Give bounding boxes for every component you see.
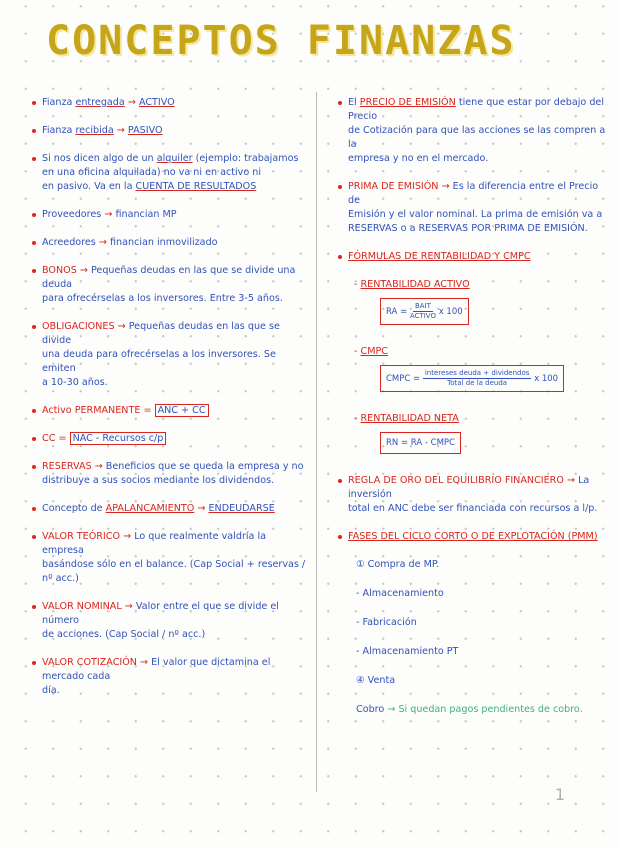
formula-rentabilidad-activo <box>354 278 606 335</box>
formula-label: CMPC <box>360 346 388 357</box>
note-line: de acciones. (Cap Social / nº acc.) <box>42 629 206 640</box>
arrow-icon: → <box>123 531 132 542</box>
boxed-formula: NAC - Recursos c/p <box>70 432 167 445</box>
phase-cobro <box>356 703 606 717</box>
formula-lhs: RA = <box>386 307 408 317</box>
note-text: (ejemplo: trabajamos <box>195 153 299 164</box>
equals-sign: = <box>58 433 67 444</box>
note-alquiler <box>30 152 310 194</box>
numerator: intereses deuda + dividendos <box>424 369 530 377</box>
section-fases <box>336 530 606 544</box>
note-label: VALOR TEÓRICO <box>42 531 121 542</box>
phase-item: - Fabricación <box>356 617 417 628</box>
section-heading: FASES DEL CICLO CORTO O DE EXPLOTACIÓN (PMM) <box>348 531 598 542</box>
formula-rentabilidad-neta <box>354 412 606 464</box>
dash: - <box>354 346 361 357</box>
note-line: a 10-30 años. <box>42 377 108 388</box>
note-fianza-recibida <box>30 124 310 138</box>
note-line: una deuda para ofrecérselas a los inversores. Se emiten <box>42 349 276 374</box>
note-line <box>348 474 606 502</box>
note-cc <box>30 432 310 446</box>
note-text: en pasivo. Va en la <box>42 181 133 192</box>
note-line: distribuye a sus socios mediante los dividendos. <box>42 475 275 486</box>
note-valor-teorico <box>30 530 310 586</box>
note-text: Pequeñas deudas en las que se divide <box>42 321 280 346</box>
arrow-icon: → <box>98 237 107 248</box>
section-heading: FÓRMULAS DE RENTABILIDAD Y CMPC <box>348 251 531 262</box>
note-term: APALANCAMIENTO <box>105 503 195 514</box>
note-valor-cotizacion <box>30 656 310 698</box>
note-label: CC <box>42 433 56 444</box>
note-result: ACTIVO <box>138 97 175 108</box>
note-line: para ofrecérselas a los inversores. Entre 3-5 años. <box>42 293 283 304</box>
note-line <box>348 96 606 124</box>
note-text: Pequeñas deudas en las que se divide una deuda <box>42 265 296 290</box>
note-bonos <box>30 264 310 306</box>
dash: - <box>354 413 361 424</box>
formula-box: RN = RA - CMPC <box>380 432 461 454</box>
note-label: RESERVAS <box>42 461 92 472</box>
note-text: Lo que realmente valdría la empresa <box>42 531 267 556</box>
phase-label: Cobro <box>356 704 385 715</box>
fraction <box>410 302 436 321</box>
note-precio-emision <box>336 96 606 166</box>
note-prima-emision <box>336 180 606 236</box>
phase-note: Si quedan pagos pendientes de cobro. <box>398 704 583 715</box>
note-line: basándose sólo en el balance. (Cap Social + reservas / nº acc.) <box>42 559 306 584</box>
note-label: Concepto de <box>42 503 103 514</box>
note-label: VALOR NOMINAL <box>42 601 122 612</box>
note-fianza-entregada <box>30 96 310 110</box>
dash: - <box>354 279 361 290</box>
formula-tail: x 100 <box>438 307 463 317</box>
note-text: financian MP <box>115 209 177 220</box>
note-reservas <box>30 460 310 488</box>
note-label: El <box>348 97 357 108</box>
note-line <box>42 152 310 166</box>
note-text: Es la diferencia entre el Precio de <box>348 181 599 206</box>
note-line <box>348 180 606 208</box>
formula-label: RENTABILIDAD ACTIVO <box>360 279 470 290</box>
right-column <box>336 96 606 732</box>
note-label: BONOS <box>42 265 77 276</box>
note-label: Fianza <box>42 97 73 108</box>
note-label: Proveedores <box>42 209 102 220</box>
section-formulas <box>336 250 606 264</box>
column-divider <box>316 92 317 792</box>
note-text: Beneficios que se queda la empresa y no <box>105 461 304 472</box>
denominator: ACTIVO <box>409 312 436 320</box>
formula-label: RENTABILIDAD NETA <box>360 413 459 424</box>
formula-box <box>380 365 564 392</box>
phase-item: - Almacenamiento PT <box>356 646 459 657</box>
denominator: Total de la deuda <box>447 379 508 387</box>
arrow-icon: → <box>79 265 88 276</box>
note-regla-oro <box>336 474 606 516</box>
note-term: recibida <box>75 125 114 136</box>
fraction <box>423 369 532 388</box>
note-term: CUENTA DE RESULTADOS <box>135 181 257 192</box>
arrow-icon: → <box>94 461 103 472</box>
note-line: en una oficina alquilada) no va ni en activo ni <box>42 167 262 178</box>
note-line <box>42 180 310 194</box>
note-label: Activo PERMANENTE <box>42 405 141 416</box>
arrow-icon: → <box>387 704 396 715</box>
note-term: alquiler <box>156 153 193 164</box>
note-line: de Cotización para que las acciones se las compren a la <box>348 125 606 150</box>
note-label: OBLIGACIONES <box>42 321 115 332</box>
formula-box <box>380 298 469 325</box>
formula-tail: x 100 <box>534 374 559 384</box>
note-obligaciones <box>30 320 310 390</box>
note-proveedores <box>30 208 310 222</box>
note-line <box>42 600 310 628</box>
note-term: entregada <box>75 97 125 108</box>
note-line <box>42 320 310 348</box>
page-number: 1 <box>554 785 565 804</box>
note-valor-nominal <box>30 600 310 642</box>
note-line <box>42 530 310 558</box>
formula-cmpc <box>354 345 606 402</box>
note-term: PRECIO DE EMISIÓN <box>359 97 456 108</box>
note-label: VALOR COTIZACIÓN <box>42 657 137 668</box>
note-activo-permanente <box>30 404 310 418</box>
note-line: Emisión y el valor nominal. La prima de emisión va a <box>348 209 603 220</box>
formula-lhs: CMPC = <box>386 374 421 384</box>
note-text: financian inmovilizado <box>109 237 218 248</box>
note-label: PRIMA DE EMISIÓN <box>348 181 439 192</box>
note-line <box>42 460 310 474</box>
arrow-icon: → <box>104 209 113 220</box>
arrow-icon: → <box>140 657 149 668</box>
note-result: PASIVO <box>127 125 163 136</box>
note-label: REGLA DE ORO DEL EQUILIBRIO FINANCIERO <box>348 475 564 486</box>
note-line: RESERVAS o a RESERVAS POR PRIMA DE EMISIÓN. <box>348 223 588 234</box>
numerator: BAIT <box>414 302 431 310</box>
phase-item: ① Compra de MP. <box>356 559 440 570</box>
note-text: Valor entre el que se divide el número <box>42 601 279 626</box>
note-line <box>42 656 310 684</box>
note-line: día. <box>42 685 60 696</box>
note-label: Fianza <box>42 125 73 136</box>
note-label: Acreedores <box>42 237 96 248</box>
note-acreedores <box>30 236 310 250</box>
phase-item: ④ Venta <box>356 675 396 686</box>
arrow-icon: → <box>127 97 136 108</box>
phase-item: - Almacenamiento <box>356 588 444 599</box>
left-column <box>30 96 310 712</box>
arrow-icon: → <box>116 125 125 136</box>
note-result: ENDEUDARSE <box>208 503 275 514</box>
note-text: tiene que estar por debajo del Precio <box>348 97 605 122</box>
note-text: El valor que dictamina el mercado cada <box>42 657 271 682</box>
note-line: empresa y no en el mercado. <box>348 153 489 164</box>
arrow-icon: → <box>441 181 450 192</box>
note-text: La inversión <box>348 475 590 500</box>
note-apalancamiento <box>30 502 310 516</box>
boxed-formula: ANC + CC <box>155 404 209 417</box>
arrow-icon: → <box>197 503 206 514</box>
arrow-icon: → <box>124 601 133 612</box>
note-text: Si nos dicen algo de un <box>42 153 154 164</box>
equals-sign: = <box>143 405 152 416</box>
arrow-icon: → <box>117 321 126 332</box>
note-line: total en ANC debe ser financiada con recursos a l/p. <box>348 503 598 514</box>
note-line <box>42 264 310 292</box>
arrow-icon: → <box>566 475 575 486</box>
page-title: CONCEPTOS FINANZAS <box>46 18 516 64</box>
